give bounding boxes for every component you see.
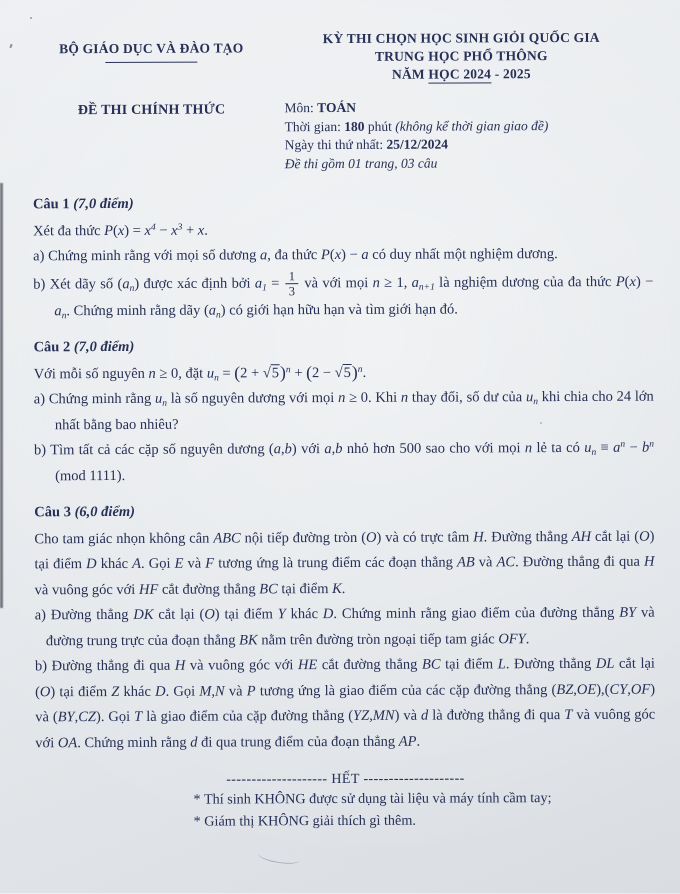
subject-label: Môn:: [284, 100, 318, 116]
scan-edge-artifact: [0, 183, 3, 608]
text-run: có duy nhất một nghiệm dương.: [368, 246, 558, 263]
pages-note: Đề thi gồm 01 trang, 03 câu: [284, 155, 438, 171]
text-run: là số nguyên dương với mọi: [166, 390, 339, 407]
text-run: ,: [573, 681, 577, 698]
exam-year-line: [270, 65, 652, 85]
text-run: b: [335, 440, 343, 458]
text-run: cắt đường thẳng: [317, 656, 423, 674]
text-run: a: [411, 274, 419, 291]
text-run: ) và: [394, 707, 422, 724]
text-run: D: [322, 606, 334, 623]
text-run: √5: [262, 364, 280, 381]
text-run: ) tại điểm: [34, 528, 655, 573]
text-run: là nghiệm dương của đa thức: [434, 273, 616, 291]
text-run: Z: [111, 683, 120, 700]
text-run: tương ứng là giao điểm của các cặp đường thẳng (: [255, 681, 557, 699]
text-run: , đa thức: [267, 247, 322, 264]
text-run: K: [332, 580, 342, 597]
text-run: x: [334, 246, 342, 264]
text-run: cắt lại (: [35, 655, 655, 700]
text-run: YZ: [353, 707, 370, 724]
text-run: khi chia cho 24 lớn nhất bằng bao nhiêu?: [54, 388, 654, 433]
exam-title-block: [270, 29, 652, 85]
year-prefix: NĂM: [391, 66, 429, 82]
text-run: tại điểm: [277, 580, 333, 597]
text-run: n: [148, 365, 156, 382]
exam-title-line2: TRUNG HỌC PHỔ THÔNG: [374, 48, 548, 64]
text-run: b: [641, 439, 650, 456]
text-run: a) Đường thẳng: [34, 606, 134, 624]
text-run: cắt đường thẳng: [158, 580, 260, 598]
subject-line: [284, 98, 652, 118]
text-run: tương ứng là trung điểm các đoạn thẳng: [214, 554, 458, 572]
text-run: u: [206, 365, 215, 382]
text-run: x: [197, 222, 205, 239]
text-run: F: [205, 555, 215, 572]
text-run: M: [199, 683, 212, 700]
text-run: u: [525, 389, 534, 406]
text-run: ) =: [124, 222, 145, 239]
text-run: a: [324, 441, 332, 458]
text-run: ),(: [596, 681, 610, 698]
text-run: . Chứng minh rằng giao điểm của đường thẳng: [333, 604, 620, 623]
text-run: ) −: [341, 246, 362, 263]
text-run: OA: [57, 734, 78, 751]
text-run: ). Gọi: [95, 708, 135, 726]
text-run: T: [564, 706, 573, 724]
text-run: (: [624, 273, 630, 290]
text-run: AB: [456, 554, 475, 571]
text-run: HF: [138, 581, 159, 598]
question-3-intro: [34, 524, 654, 603]
end-label: HẾT: [327, 771, 364, 788]
text-run: thay đổi, số dư của: [408, 389, 526, 406]
text-run: x: [629, 273, 636, 290]
text-run: (: [112, 222, 118, 239]
text-run: * Giám thị: [193, 812, 258, 830]
text-run: Với mỗi số nguyên: [33, 365, 149, 382]
text-run: u: [154, 390, 163, 407]
question-1: [33, 190, 654, 325]
text-run: và: [183, 555, 206, 572]
text-run: . Chứng minh rằng dãy (: [66, 302, 209, 319]
text-run: a: [208, 302, 217, 319]
text-run: (mod 1111).: [55, 467, 126, 484]
text-run: Xét đa thức: [33, 222, 105, 239]
end-dashes-left: --------------------: [226, 772, 328, 788]
text-run: ≥ 0, đặt: [155, 365, 207, 382]
ministry-underline: [105, 62, 197, 63]
text-run: ,: [211, 683, 216, 700]
question-1-points: (7,0 điểm): [73, 195, 134, 213]
text-run: x: [117, 222, 125, 239]
text-run: a: [254, 275, 263, 292]
question-1-intro: [33, 216, 653, 244]
text-run: Y: [277, 606, 286, 623]
text-run: O: [204, 606, 215, 623]
text-run: n: [524, 440, 533, 457]
text-run: AH: [571, 528, 592, 545]
text-run: H: [473, 528, 484, 545]
text-run: AP: [398, 733, 417, 750]
text-run: D: [155, 683, 166, 700]
text-run: ,: [369, 707, 373, 724]
text-run: ) có giới hạn hữu hạn và tìm giới hạn đó.: [220, 300, 458, 319]
question-3-points: (6,0 điểm): [74, 503, 136, 521]
question-2: [34, 333, 655, 490]
text-run: BC: [259, 580, 278, 597]
scan-speck: [30, 17, 32, 19]
text-run: KHÔNG: [257, 812, 310, 829]
text-run: DL: [595, 655, 615, 672]
text-run: d: [420, 707, 429, 724]
text-run: ≥ 1,: [379, 274, 412, 291]
text-run: ,: [331, 441, 336, 458]
question-2-points: (7,0 điểm): [73, 338, 135, 356]
text-run: OE: [576, 681, 597, 698]
text-run: O: [39, 683, 51, 700]
text-run: O: [365, 529, 377, 546]
text-run: ,: [74, 709, 79, 726]
time-note: (không kể thời gian giao đề): [395, 117, 549, 134]
exam-title-line1: KỲ THI CHỌN HỌC SINH GIỎI QUỐC GIA: [322, 29, 600, 47]
text-run: b) Tìm tất cả các cặp số nguyên dương (: [33, 441, 274, 459]
text-run: khác: [119, 683, 156, 700]
text-run: HE: [297, 657, 318, 674]
text-run: P: [615, 273, 625, 290]
text-run: .: [204, 222, 208, 239]
date-label: Ngày thi thứ nhất:: [284, 136, 387, 153]
text-run: n: [620, 440, 626, 451]
text-run: a: [361, 246, 369, 263]
text-run: và vuông góc với: [34, 581, 139, 598]
text-run: khác: [285, 606, 323, 623]
text-run: ≥ 0. Khi: [345, 389, 401, 406]
text-run: n: [591, 448, 597, 459]
text-run: là giao điểm của cặp đường thẳng (: [142, 707, 354, 725]
text-run: $\frac{1}{3}$: [284, 269, 300, 298]
text-run: T: [134, 708, 143, 725]
end-dashes-right: --------------------: [363, 771, 465, 787]
text-run: (: [329, 247, 335, 264]
text-run: n: [216, 310, 221, 321]
text-run: n: [649, 439, 655, 450]
text-run: 1: [262, 283, 267, 294]
year-suffix: - 2025: [491, 66, 531, 82]
text-run: OFY: [498, 630, 526, 647]
text-run: a: [122, 275, 130, 292]
text-run: .: [416, 733, 421, 750]
text-run: và vuông góc với: [185, 657, 299, 674]
text-run: b) Đường thẳng đi qua: [34, 657, 175, 675]
question-1-part-a: [33, 242, 653, 270]
text-run: ABC: [213, 529, 241, 547]
text-run: ) tại điểm: [214, 606, 278, 623]
year-underlined: HỌC 2024: [428, 66, 492, 82]
subject-value: TOÁN: [317, 99, 356, 116]
question-3: [34, 498, 655, 757]
text-run: (: [234, 361, 241, 383]
text-run: . Đường thẳng đi qua: [515, 553, 645, 571]
text-run: .: [525, 630, 530, 647]
text-run: .: [341, 580, 346, 597]
text-run: n: [533, 397, 538, 408]
text-run: a: [613, 439, 621, 456]
text-run: được sử dụng tài liệu và máy tính cầm tay;: [305, 790, 552, 808]
text-run: ) được xác định bởi: [134, 275, 255, 292]
note-no-explanation: [194, 809, 656, 833]
text-run: −: [625, 439, 643, 456]
text-run: . Gọi: [140, 555, 175, 572]
text-run: D: [86, 556, 97, 573]
page-header: [32, 29, 652, 86]
text-run: ) −: [635, 273, 654, 290]
text-run: √5: [334, 364, 351, 381]
end-divider: [35, 771, 655, 790]
text-run: n: [357, 364, 363, 375]
text-run: P: [104, 222, 114, 239]
text-run: x: [144, 222, 152, 239]
question-2-number: Câu 2: [33, 339, 74, 356]
question-3-heading: [34, 498, 654, 526]
question-3-number: Câu 3: [34, 504, 75, 521]
text-run: P: [320, 247, 330, 264]
text-run: ,: [627, 681, 631, 698]
text-run: u: [584, 439, 592, 456]
text-run: giải thích gì thêm.: [309, 812, 416, 829]
text-run: n+1: [418, 282, 435, 293]
text-run: −: [155, 222, 172, 239]
text-run: MN: [372, 707, 395, 724]
text-run: +: [182, 222, 198, 239]
text-run: x: [171, 222, 178, 239]
text-run: n: [400, 389, 409, 406]
text-run: N: [214, 683, 225, 700]
text-run: CZ: [78, 709, 97, 726]
text-run: n: [162, 398, 167, 409]
text-run: OF: [630, 681, 651, 698]
scan-speck: [540, 422, 542, 424]
text-run: và vuông góc với: [35, 706, 656, 751]
text-run: O: [639, 528, 650, 545]
text-run: và: [474, 554, 497, 571]
text-run: nội tiếp đường tròn (: [240, 529, 367, 546]
text-run: E: [174, 555, 184, 572]
question-1-number: Câu 1: [32, 196, 74, 213]
text-run: H: [643, 553, 655, 570]
text-run: . Đường thẳng: [483, 528, 572, 545]
text-run: A: [132, 555, 142, 572]
text-run: . Đường thẳng: [505, 655, 596, 673]
text-run: +: [290, 364, 307, 381]
time-line: [285, 116, 653, 136]
question-2-part-a: [34, 385, 654, 439]
text-run: lẻ ta có: [532, 439, 585, 457]
text-run: tại điểm: [440, 656, 498, 673]
text-run: . Gọi: [165, 683, 200, 700]
text-run: nhỏ hơn 500 sao cho với mọi: [342, 440, 525, 457]
text-run: CY: [609, 681, 628, 698]
text-run: BK: [239, 631, 258, 648]
text-run: ) và có trực tâm: [376, 528, 474, 546]
text-run: ): [279, 361, 286, 382]
text-run: là đường thẳng đi qua: [428, 707, 565, 724]
text-run: và đường trung trực của đoạn thẳng: [45, 604, 655, 649]
text-run: a: [54, 302, 62, 319]
text-run: b) Xét dãy số (: [33, 275, 123, 293]
text-run: =: [218, 364, 235, 382]
text-run: 2 +: [240, 364, 263, 381]
text-run: (: [306, 361, 313, 382]
text-run: n: [61, 310, 67, 321]
question-1-heading: [33, 190, 653, 218]
text-run: ) và (: [35, 681, 656, 726]
text-run: và: [224, 682, 247, 700]
question-2-part-b: [34, 436, 654, 490]
text-run: n: [285, 364, 291, 375]
text-run: n: [372, 274, 380, 291]
text-run: b: [284, 441, 292, 458]
text-run: 3: [177, 222, 183, 233]
text-run: Cho tam giác nhọn không cân: [34, 530, 214, 547]
text-run: H: [174, 657, 186, 674]
text-run: .: [362, 364, 367, 381]
text-run: n: [338, 389, 346, 407]
text-run: a) Chứng minh rằng: [33, 390, 155, 408]
text-run: ≡: [596, 439, 614, 456]
text-run: P: [246, 682, 256, 699]
text-run: và với mọi: [299, 274, 373, 291]
date-value: 25/12/2024: [386, 136, 449, 152]
text-run: DK: [133, 606, 154, 623]
question-2-heading: [34, 333, 654, 361]
question-3-part-b: [35, 652, 655, 757]
text-run: ): [351, 361, 358, 382]
text-run: n: [129, 283, 135, 294]
note-no-materials: [193, 788, 655, 812]
text-run: 2 −: [311, 364, 335, 381]
text-run: a: [273, 441, 282, 458]
text-run: BY: [619, 604, 637, 621]
exam-info-header: [32, 98, 652, 175]
ministry-name: BỘ GIÁO DỤC VÀ ĐÀO TẠO: [59, 40, 244, 57]
text-run: L: [497, 656, 506, 673]
question-1-part-b: [33, 267, 653, 324]
text-run: ) tại điểm: [50, 683, 112, 700]
exam-info-block: [270, 98, 652, 174]
question-3-part-a: [35, 601, 655, 655]
text-run: KHÔNG: [254, 791, 306, 808]
text-run: n: [214, 373, 219, 384]
time-unit: phút: [364, 118, 396, 134]
text-run: cắt lại (: [153, 606, 205, 623]
text-run: BC: [421, 656, 441, 673]
text-run: d: [190, 734, 198, 751]
text-run: =: [266, 274, 284, 292]
text-run: AC: [496, 554, 516, 571]
exam-notes: [193, 788, 655, 833]
text-run: a: [259, 247, 268, 264]
text-run: a) Chứng minh rằng với mọi số dương: [33, 247, 260, 265]
text-run: * Thí sinh: [193, 791, 255, 808]
text-run: cắt lại (: [591, 528, 640, 545]
text-run: BZ: [556, 681, 574, 698]
text-run: ) với: [291, 441, 325, 458]
text-run: nằm trên đường tròn ngoại tiếp tam giác: [257, 630, 499, 648]
question-2-intro: [34, 359, 654, 387]
exam-type-label: ĐỀ THI CHÍNH THỨC: [77, 102, 226, 119]
text-run: ,: [280, 441, 285, 458]
text-run: khác: [96, 555, 133, 573]
time-label: Thời gian:: [284, 118, 345, 134]
date-line: [285, 135, 653, 155]
questions-body: [33, 190, 655, 757]
text-run: đi qua trung điểm của đoạn thẳng: [197, 733, 399, 751]
time-value: 180: [344, 118, 365, 134]
text-run: 4: [150, 222, 156, 233]
text-run: BY: [57, 709, 75, 726]
text-run: . Chứng minh rằng: [77, 734, 191, 751]
ministry-block: [32, 30, 270, 85]
